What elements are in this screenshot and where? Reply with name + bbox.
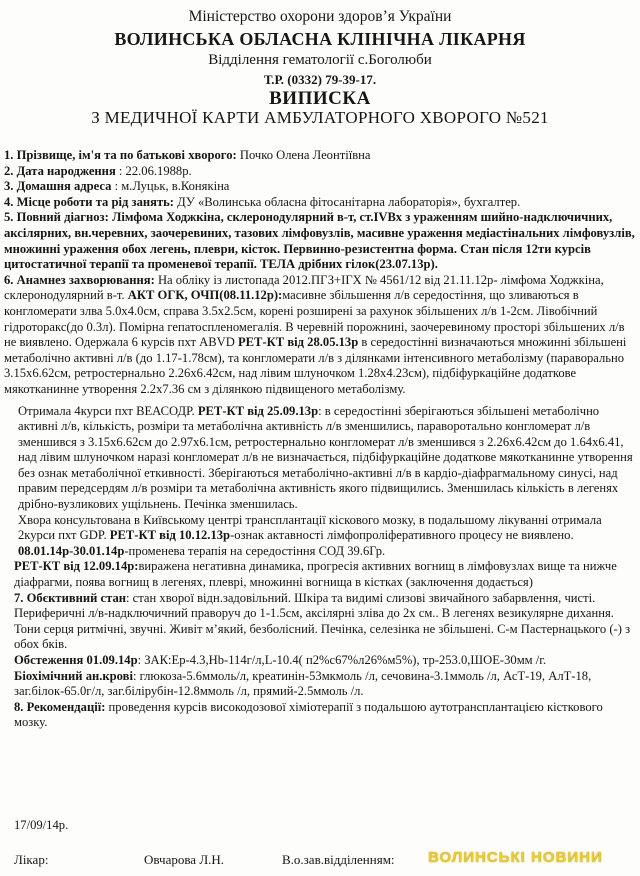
recommendations-label: 8. Рекомендації:	[14, 699, 106, 714]
document-title: ВИПИСКА	[269, 88, 371, 109]
diagnosis-label: 5. Повний діагноз:	[4, 210, 109, 225]
section-birthdate	[4, 164, 636, 180]
birthdate-value: : 22.06.1988р.	[115, 163, 192, 178]
document-subtitle: З МЕДИЧНОЇ КАРТИ АМБУЛАТОРНОГО ХВОРОГО №521	[91, 108, 549, 127]
anamnesis-paragraph	[4, 544, 636, 560]
anamnesis-paragraph	[4, 559, 636, 590]
ministry-name: Міністерство охорони здоров’я України	[188, 8, 452, 25]
pet-ct-label: РЕТ-КТ від 10.12.13р	[109, 528, 231, 543]
patient-name: Почко Олена Леонтіївна	[236, 148, 371, 162]
section-objective-state	[4, 591, 636, 653]
anamnesis-text: масивне збільшення л/в середостіння, що зливаються в конгломерати злва 5.0х4.0см, справа 3.5х2.5см, корені розширені за рахунок збільшених л/в 1-2см. Лівобічний гідроторакс(до 0.3л). Помірна гепатоспленомегалія. В черевній порожнині, заочеревиному просторі збільшених л/в не виявлено. Одержала 6 курсів пхт ABVD	[4, 288, 625, 350]
section-diagnosis	[4, 210, 636, 272]
document-body	[4, 148, 636, 731]
anamnesis-text: Отримала 4курси пхт ВЕАСОДР.	[18, 403, 198, 418]
radiotherapy-dates: 08.01.14р-30.01.14р	[18, 543, 125, 558]
pet-ct-label: РЕТ-КТ від 25.09.13р	[197, 403, 319, 418]
objective-state-label: 7. Обєктивний стан	[14, 590, 127, 605]
document-date: 17/09/14р.	[14, 818, 69, 832]
section-recommendations	[4, 700, 636, 731]
work-value: ДУ «Волинська обласна фітосанітарна лабораторія», бухгалтер.	[174, 194, 521, 209]
anamnesis-text: Хвора консультована в Київському центрі трансплантації кіскового мозку, в подальшому лікуванні отримала 2курси пхт GDP.	[18, 512, 602, 543]
exam-value: : ЗАК:Ер-4.3,Hb-114г/л,L-10.4( п2%с67%л26%м5%), тр-253.0,ШОЕ-30мм /г.	[137, 653, 547, 667]
pet-ct-label: РЕТ-КТ від 28.05.13р	[237, 335, 359, 350]
objective-state-value: : стан хворої відн.задовільний. Шкіра та видимі слизові звичайного забарвлення, чисті. Периферичні л/в-надключичний праворуч до 1-1.5см, аксілярні зліва до 2х см.. В легенях везикулярне дихання. Тони серця ритмічні, звучні. Живіт м’який, безболісний. Печінка, селезінка не збільшені. С-м Пастернацького (-) з обох бків.	[14, 590, 631, 652]
anamnesis-text: : в середостінні зберігаються збільшені метаболічно активні л/в, кількість, розміри та метаболічна активність л/в зменшились, параворотально конгломерат л/в зменшився з 3.15х6.62см до 2.97х6.1см, ретростернально конгломерат л/в зменшився з 2.26х6.42см до 1.64х6.41, над лівим шлуночком наразі конгломерат л/в не визначається, підбіфуркаційне додаткове мякотканинне утворення без ознак метаболічної еткивності. Зберігаються метаболічно-активні л/в в кардіо-діафрагмальному синусі, над правим передсердям л/в розміри та метаболічна активність якого підвищились. Зменшилась кількість в легенях дрібно-вузликових ущільнень. Печінка зменшилась.	[18, 403, 633, 512]
head-of-department-label: В.о.зав.відділенням:	[282, 852, 395, 867]
biochem-label: Біохімічний ан.крові	[14, 668, 133, 683]
work-label: 4. Місце роботи та рід занять:	[4, 194, 174, 209]
anamnesis-text: в середостінні визначаються множинні збільшені метаболічно активні л/в (до 1.17-1.78см), та конгломерати л/в з ділянками інтенсивного метаболізму (параворально 3.15х6.62см, ретростернально 2.26х6.42см, над лівим шлуночком 1.28х4.23см), підбіфуркаційне додаткове мякотканинне утворення 2.2х7.36 см з ділянкою підвищеного метаболізму.	[4, 335, 627, 396]
anamnesis-paragraph	[4, 404, 636, 513]
section-name	[4, 148, 636, 164]
exam-results	[4, 653, 636, 669]
address-value: : м.Луцьк, в.Конякіна	[111, 179, 230, 194]
anamnesis-text: -ознак актавності лімфопроліферативного процесу не виявлено.	[230, 528, 574, 543]
section-name-label: 1. Прізвище, ім'я та по батькові хворого:	[4, 148, 237, 162]
pet-ct-label: РЕТ-КТ від 12.09.14р:	[14, 559, 139, 574]
anamnesis-text: На обліку із листопада 2012.ПГЗ+ІГХ № 4561/12 від 21.11.12р- лімфома Ходжкіна, склеронодулярний в-т.	[4, 272, 604, 303]
diagnosis-value: Лімфома Ходжкіна, склеронодулярний в-т, ст.IVВх з ураженням шийно-надключичних, аксілярних, вн.черевних, заочеревиних, тазових лімфовузлів, масивне ураження медіастінальних лімфовузлів, множинні ураження обох легень, плеври, кісток. Первинно-резистентна форма. Стан після 12ти курсів цитостатичної терапії та променевої терапії. ТЕЛА дрібних гілок(23.07.13р).	[4, 210, 635, 272]
recommendations-value: проведення курсів високодозової хіміотерапії з подальшою аутотрансплантацією кісткового мозку.	[14, 699, 603, 730]
exam-label: Обстеження 01.09.14р	[14, 653, 138, 667]
anamnesis-label: 6. Анамнез захворювання:	[4, 272, 155, 287]
section-anamnesis	[4, 273, 636, 398]
ct-exam-label: АКТ ОГК, ОЧП(08.11.12р):	[127, 288, 283, 303]
birthdate-label: 2. Дата народження	[4, 163, 116, 178]
section-address	[4, 179, 636, 195]
biochem-results	[4, 669, 636, 700]
doctor-name: Овчарова Л.Н.	[144, 852, 225, 867]
doctor-label: Лікар:	[14, 852, 49, 867]
hospital-name: ВОЛИНСЬКА ОБЛАСНА КЛІНІЧНА ЛІКАРНЯ	[114, 29, 526, 49]
anamnesis-text: виражена негативна динамика, прогресія активних вогнищ в лімфовузлах вище та нижче діафрагми, поява вогнищ в легенях, плеврі, множинні вогнища в кістках (заключення додається)	[14, 559, 617, 590]
anamnesis-paragraph	[4, 513, 636, 544]
section-work	[4, 195, 636, 211]
address-label: 3. Домашня адреса	[4, 179, 112, 194]
phone-number: Т.Р. (0332) 79-39-17.	[263, 72, 377, 87]
biochem-value: : глюкоза-5.6ммоль/л, креатинін-53мкмоль /л, сечовина-3.1ммоль /л, АсТ-19, АлТ-18, заг.білок-65.0г/л, заг.білірубін-12.8ммоль /л, прямий-2.5ммоль /л.	[14, 668, 592, 699]
watermark-logo: ВОЛИНСЬКІ НОВИНИ	[428, 849, 603, 866]
department-name: Відділення гематології с.Боголюби	[208, 52, 432, 68]
anamnesis-text: -променева терапія на середостіння СОД 39.6Гр.	[124, 543, 386, 558]
